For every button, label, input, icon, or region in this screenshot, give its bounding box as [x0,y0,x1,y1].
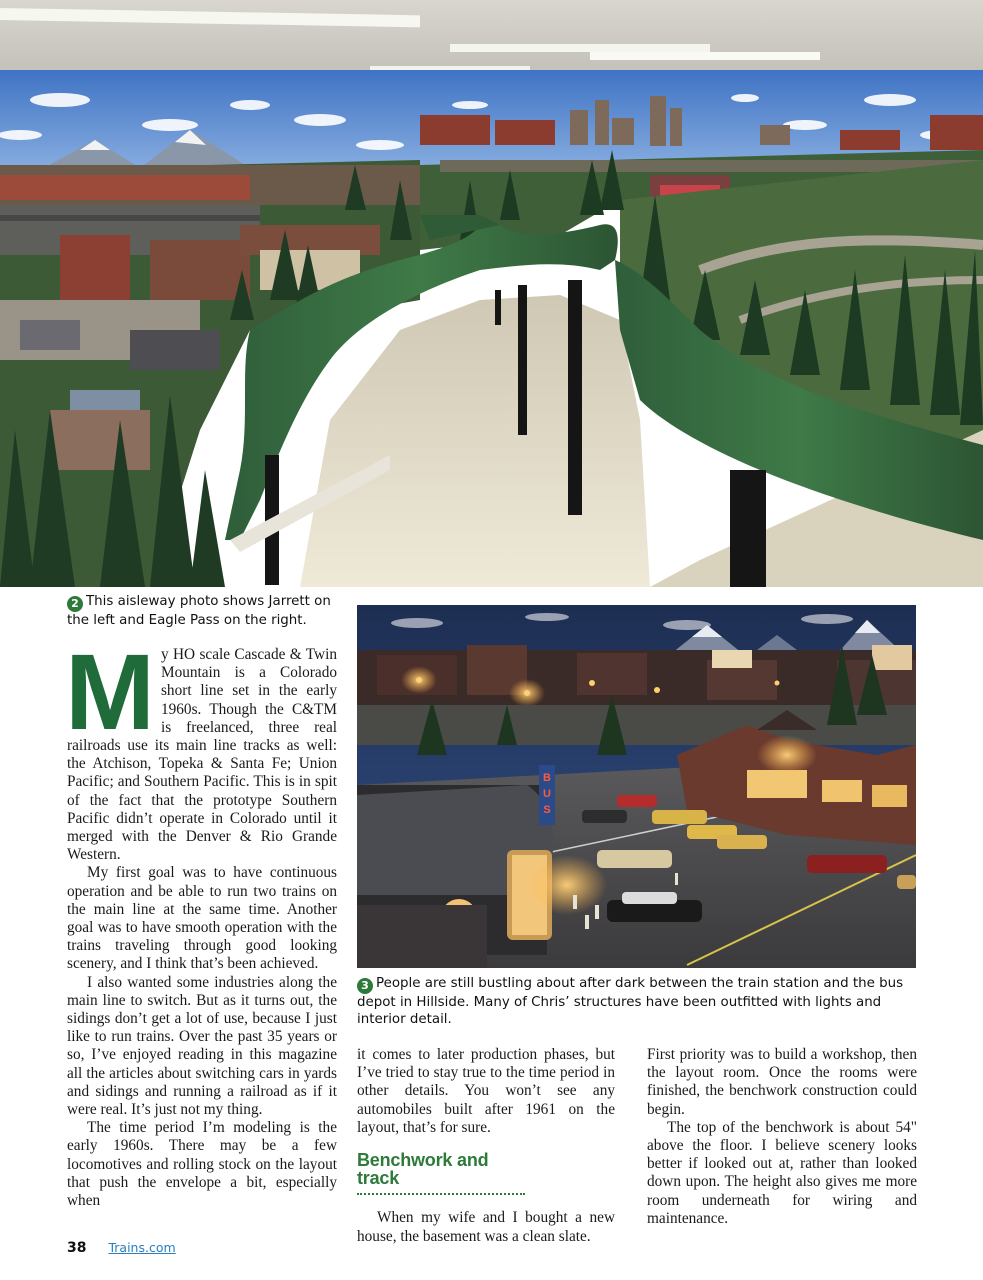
bus-sign-letter-b: B [543,772,551,784]
aisleway-photo [0,0,983,587]
caption-text: People are still bustling about after dark between the train station and the bus depot in Hillside. Many of Chris’ structures have been outfitted with lights and interior detail. [357,976,904,1027]
section-subhead: Benchwork and track [357,1151,525,1195]
page-footer [67,1240,176,1256]
bus-sign-letter-s: S [543,804,551,816]
night-station-photo [357,605,916,968]
article-column-2 [357,1046,615,1246]
paragraph-text: y HO scale Cascade & Twin Mountain is a Colorado short line set in the early 1960s. Though the C&TM is freelanced, three real railroads use its main line tracks as well: the Atchison, Topeka & Santa Fe; Union Pacific; and Southern Pacific. This is in spit of the fact that the prototype Southern Pacific didn’t operate in Colorado until it merged with the Denver & Rio Grande Western. [67,646,337,864]
caption-number-badge: 2 [67,596,83,612]
article-paragraph: I also wanted some industries along the main line to switch. But as it turns out, the sidings don’t get a lot of use, because I just like to run trains. Over the past 35 years or so, I’ve enjoyed reading in this magazine all the articles about switching cars in yards and sidings and running a railroad as if it were real. It’s just not my thing. [67,973,337,1119]
article-column-1 [65,631,337,1210]
photo-caption [357,975,922,1028]
drop-cap: M [65,631,155,752]
article-paragraph [65,631,337,864]
page-number: 38 [67,1240,87,1256]
article-paragraph: First priority was to build a workshop, then the layout room. Once the rooms were finished, the benchwork construction could begin. [647,1046,917,1118]
article-paragraph: The time period I’m modeling is the early 1960s. There may be a few locomotives and rolling stock on the layout that push the envelope a bit, especially when [67,1119,337,1210]
article-column-3 [647,1046,917,1228]
article-paragraph: The top of the benchwork is about 54" above the floor. I believe scenery looks better if looked out at, rather than looked down upon. The height also gives me more room underneath for wiring and maintenance. [647,1118,917,1227]
photo-caption [67,593,347,629]
site-link[interactable]: Trains.com [108,1240,176,1255]
caption-number-badge: 3 [357,978,373,994]
article-paragraph: When my wife and I bought a new house, the basement was a clean slate. [357,1209,615,1245]
caption-text: This aisleway photo shows Jarrett on the left and Eagle Pass on the right. [67,594,331,628]
article-paragraph: My first goal was to have continuous operation and be able to run two trains on the main line at the same time. Another goal was to have smooth operation with the trains traveling through good looking scenery, and I think that’s been achieved. [67,864,337,973]
bus-sign-letter-u: U [543,788,551,800]
article-paragraph: it comes to later production phases, but I’ve tried to stay true to the time period in other details. You won’t see any automobiles built after 1961 on the layout, that’s for sure. [357,1046,615,1136]
